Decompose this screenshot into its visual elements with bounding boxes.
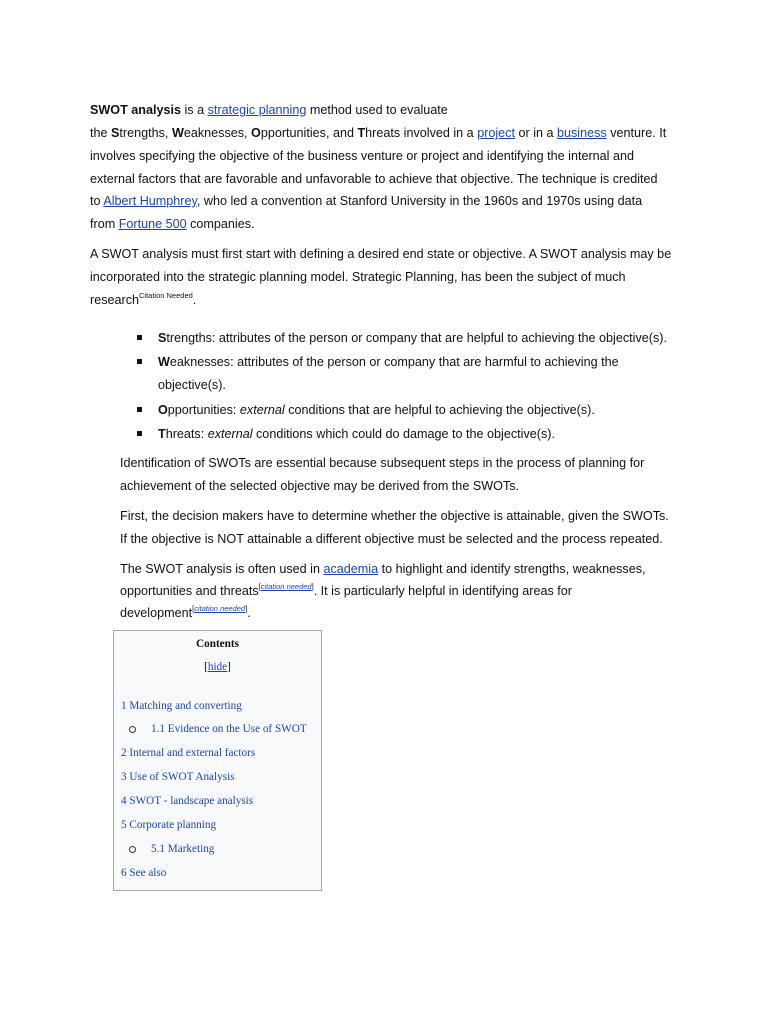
bullet-marker — [137, 407, 142, 412]
table-of-contents — [113, 630, 322, 891]
business-link[interactable]: business — [557, 126, 607, 140]
intro-line-5: to Albert Humphrey, who led a convention at Stanford University in the 1960s and 1970s using data — [90, 194, 643, 208]
bullet-weaknesses: Weaknesses: attributes of the person or company that are harmful to achieving the — [158, 355, 619, 369]
para3-line-2: achievement of the selected objective may be derived from the SWOTs. — [120, 479, 519, 493]
intro-line-4: external factors that are favorable and unfavorable to achieve that objective. The technique is credited — [90, 172, 658, 186]
bullet-marker — [137, 335, 142, 340]
intro-line-6: from Fortune 500 companies. — [90, 217, 255, 231]
citation-needed-link[interactable]: [citation needed] — [192, 604, 248, 613]
toc-item-matching-and-converting[interactable]: 1 Matching and converting — [121, 700, 242, 712]
citation-needed-link[interactable]: [citation needed] — [258, 582, 314, 591]
toc-item-swot-landscape-analysis[interactable]: 4 SWOT - landscape analysis — [121, 795, 254, 807]
toc-item-see-also[interactable]: 6 See also — [121, 867, 167, 879]
sub-bullet-icon — [129, 846, 136, 853]
para3-line-1: Identification of SWOTs are essential because subsequent steps in the process of planning for — [120, 456, 645, 470]
para2-line-2: incorporated into the strategic planning model. Strategic Planning, has been the subject of much — [90, 270, 626, 284]
intro-line-1: SWOT analysis is a strategic planning method used to evaluate — [90, 103, 448, 117]
intro-line-2: the Strengths, Weaknesses, Opportunities, and Threats involved in a project or in a business venture. It — [90, 126, 667, 140]
strategic-planning-link[interactable]: strategic planning — [207, 103, 307, 117]
project-link[interactable]: project — [477, 126, 515, 140]
bullet-marker — [137, 431, 142, 436]
bullet-opportunities: Opportunities: external conditions that are helpful to achieving the objective(s). — [158, 403, 595, 417]
bullet-marker — [137, 359, 142, 364]
toc-title: Contents — [196, 638, 239, 650]
intro-line-3: involves specifying the objective of the business venture or project and identifying the internal and — [90, 149, 634, 163]
toc-item-corporate-planning[interactable]: 5 Corporate planning — [121, 819, 217, 831]
albert-humphrey-link[interactable]: Albert Humphrey — [103, 194, 197, 208]
toc-item-evidence-on-the-use-of-swot[interactable]: 1.1 Evidence on the Use of SWOT — [151, 723, 307, 735]
fortune-500-link[interactable]: Fortune 500 — [118, 217, 187, 231]
bullet-weaknesses-cont: objective(s). — [158, 378, 226, 392]
citation-needed-note: Citation Needed — [139, 291, 193, 300]
para5-line-3: development[citation needed]. — [120, 604, 251, 620]
para4-line-1: First, the decision makers have to determine whether the objective is attainable, given the SWOTs. — [120, 509, 669, 523]
sub-bullet-icon — [129, 726, 136, 733]
toc-hide-toggle: [hide] — [204, 661, 231, 673]
toc-item-marketing[interactable]: 5.1 Marketing — [151, 843, 215, 855]
toc-item-use-of-swot-analysis[interactable]: 3 Use of SWOT Analysis — [121, 771, 235, 783]
bullet-strengths: Strengths: attributes of the person or company that are helpful to achieving the objective(s). — [158, 331, 667, 345]
para5-line-2: opportunities and threats[citation needed]. It is particularly helpful in identifying areas for — [120, 582, 572, 598]
bullet-threats: Threats: external conditions which could do damage to the objective(s). — [158, 427, 555, 441]
para5-line-1: The SWOT analysis is often used in academia to highlight and identify strengths, weaknesses, — [120, 562, 646, 576]
toc-hide-link[interactable]: hide — [207, 661, 228, 673]
para2-line-1: A SWOT analysis must first start with defining a desired end state or objective. A SWOT analysis may be — [90, 247, 672, 261]
toc-item-internal-and-external-factors[interactable]: 2 Internal and external factors — [121, 747, 256, 759]
academia-link[interactable]: academia — [323, 562, 379, 576]
swot-term: SWOT analysis — [90, 103, 181, 117]
para4-line-2: If the objective is NOT attainable a different objective must be selected and the process repeated. — [120, 532, 663, 546]
para2-line-3: research$^{Citation Needed}$. — [90, 291, 197, 307]
